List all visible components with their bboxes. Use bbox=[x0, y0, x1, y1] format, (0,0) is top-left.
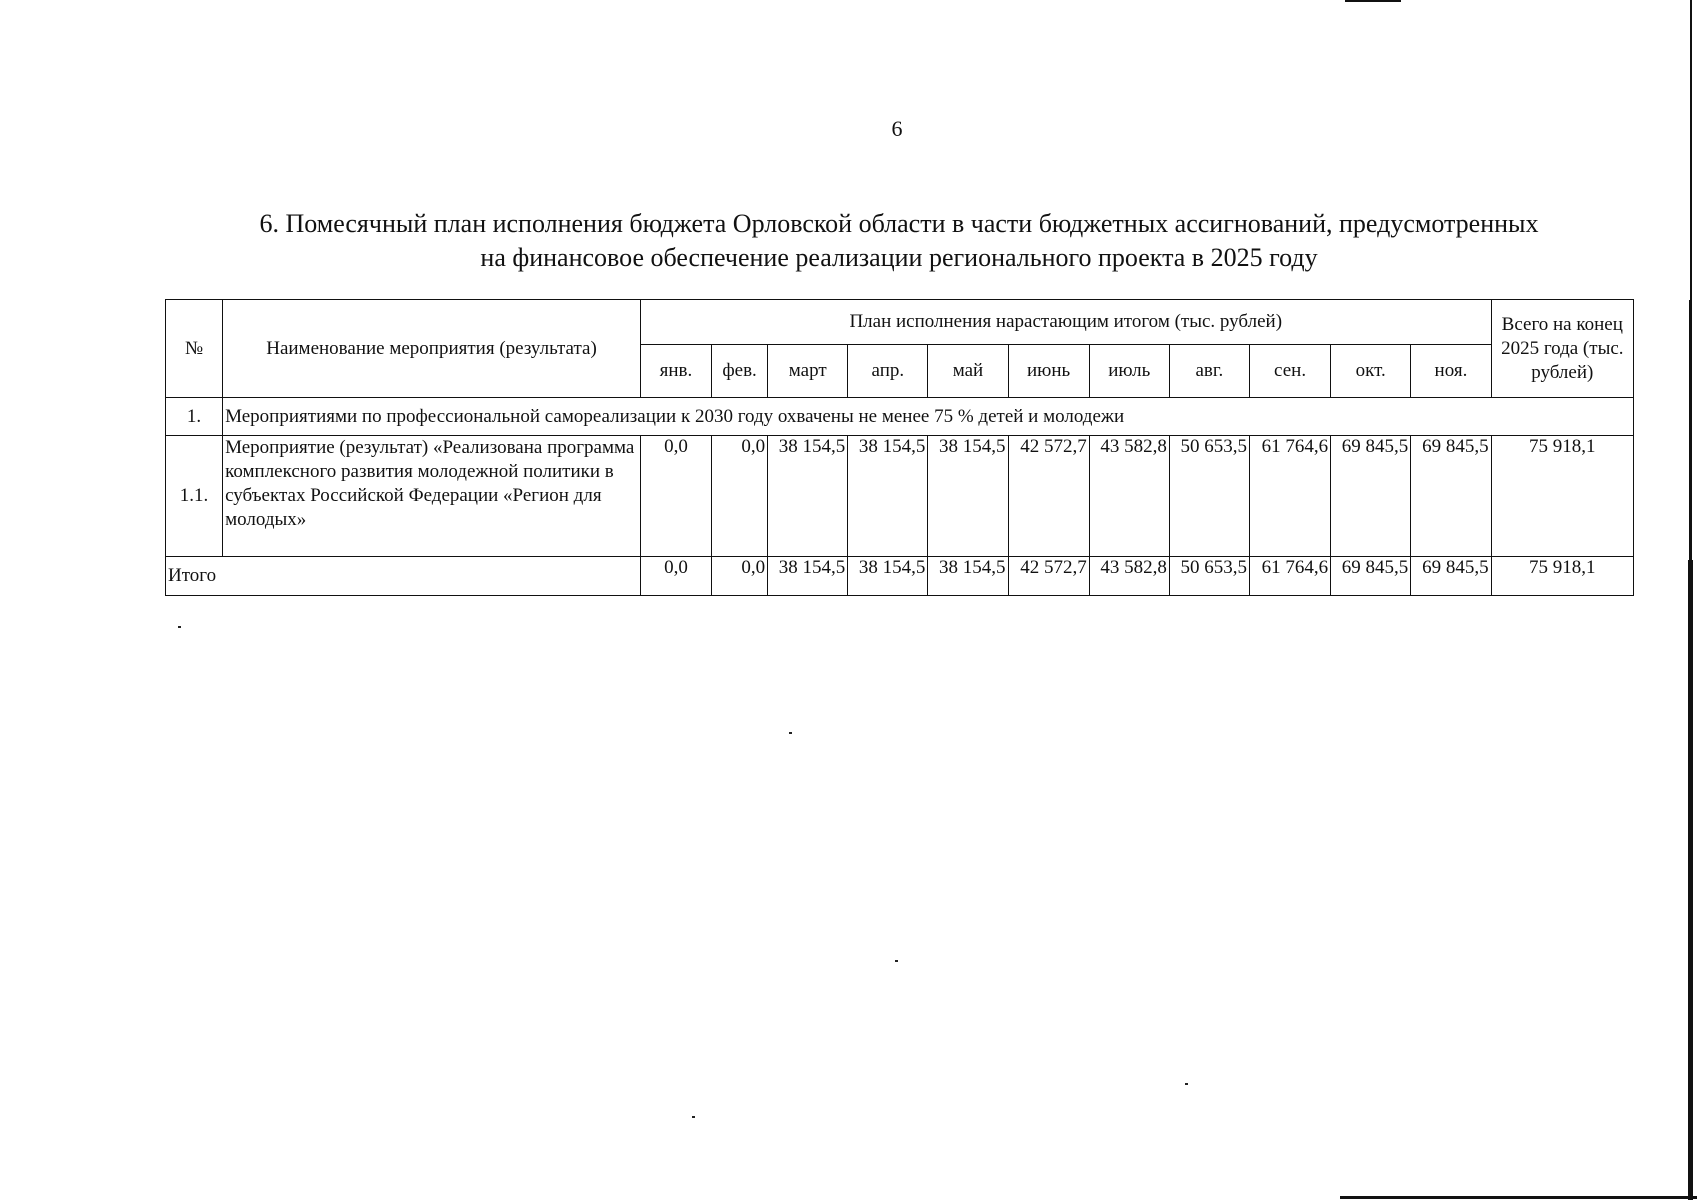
totals-value: 69 845,5 bbox=[1331, 557, 1411, 596]
row-number: 1.1. bbox=[166, 436, 223, 557]
header-total: Всего на конец 2025 года (тыс. рублей) bbox=[1491, 300, 1633, 398]
row-total: 75 918,1 bbox=[1491, 436, 1633, 557]
header-name: Наименование мероприятия (результата) bbox=[223, 300, 641, 398]
budget-plan-table bbox=[165, 299, 1634, 596]
totals-value: 38 154,5 bbox=[768, 557, 848, 596]
totals-value: 43 582,8 bbox=[1089, 557, 1169, 596]
row-value: 43 582,8 bbox=[1089, 436, 1169, 557]
totals-value: 38 154,5 bbox=[928, 557, 1008, 596]
row-value: 42 572,7 bbox=[1008, 436, 1089, 557]
scan-speck bbox=[789, 732, 792, 734]
month-header: фев. bbox=[712, 345, 768, 398]
month-header: июнь bbox=[1008, 345, 1089, 398]
page-number: 6 bbox=[891, 116, 903, 141]
month-header: июль bbox=[1089, 345, 1169, 398]
month-header: сен. bbox=[1249, 345, 1330, 398]
totals-label: Итого bbox=[166, 557, 641, 596]
month-header: янв. bbox=[640, 345, 711, 398]
scan-speck bbox=[692, 1116, 695, 1118]
totals-value: 69 845,5 bbox=[1411, 557, 1491, 596]
header-plan-group: План исполнения нарастающим итогом (тыс. рублей) bbox=[640, 300, 1491, 345]
row-value: 38 154,5 bbox=[848, 436, 928, 557]
document-heading bbox=[200, 207, 1598, 275]
section-number: 1. bbox=[166, 398, 223, 436]
scan-speck bbox=[1185, 1083, 1188, 1085]
month-header: ноя. bbox=[1411, 345, 1491, 398]
totals-total: 75 918,1 bbox=[1491, 557, 1633, 596]
month-header: авг. bbox=[1169, 345, 1249, 398]
totals-value: 38 154,5 bbox=[848, 557, 928, 596]
totals-value: 0,0 bbox=[712, 557, 768, 596]
scan-top-mark bbox=[1345, 0, 1401, 2]
row-value: 61 764,6 bbox=[1249, 436, 1330, 557]
row-value: 50 653,5 bbox=[1169, 436, 1249, 557]
row-value: 69 845,5 bbox=[1331, 436, 1411, 557]
totals-value: 50 653,5 bbox=[1169, 557, 1249, 596]
scan-speck bbox=[178, 626, 181, 628]
totals-value: 0,0 bbox=[640, 557, 711, 596]
scan-edge bbox=[1685, 0, 1697, 1200]
month-header: апр. bbox=[848, 345, 928, 398]
header-number: № bbox=[166, 300, 223, 398]
totals-row bbox=[166, 557, 1634, 596]
header-row-1 bbox=[166, 300, 1634, 345]
heading-line-1: 6. Помесячный план исполнения бюджета Орловской области в части бюджетных ассигнований, предусмотренных bbox=[259, 209, 1539, 238]
heading-line-2: на финансовое обеспечение реализации регионального проекта в 2025 году bbox=[480, 243, 1318, 272]
row-value: 38 154,5 bbox=[768, 436, 848, 557]
table-row bbox=[166, 436, 1634, 557]
month-header: окт. bbox=[1331, 345, 1411, 398]
month-header: май bbox=[928, 345, 1008, 398]
section-title: Мероприятиями по профессиональной самореализации к 2030 году охвачены не менее 75 % детей и молодежи bbox=[223, 398, 1634, 436]
totals-value: 42 572,7 bbox=[1008, 557, 1089, 596]
row-value: 0,0 bbox=[712, 436, 768, 557]
row-value: 0,0 bbox=[640, 436, 711, 557]
row-value: 69 845,5 bbox=[1411, 436, 1491, 557]
section-row bbox=[166, 398, 1634, 436]
scan-bottom-mark bbox=[1340, 1196, 1697, 1199]
row-value: 38 154,5 bbox=[928, 436, 1008, 557]
month-header: март bbox=[768, 345, 848, 398]
scan-speck bbox=[895, 960, 898, 962]
row-name: Мероприятие (результат) «Реализована программа комплексного развития молодежной политики в субъектах Российской Федерации «Регион для молодых» bbox=[223, 436, 641, 557]
totals-value: 61 764,6 bbox=[1249, 557, 1330, 596]
